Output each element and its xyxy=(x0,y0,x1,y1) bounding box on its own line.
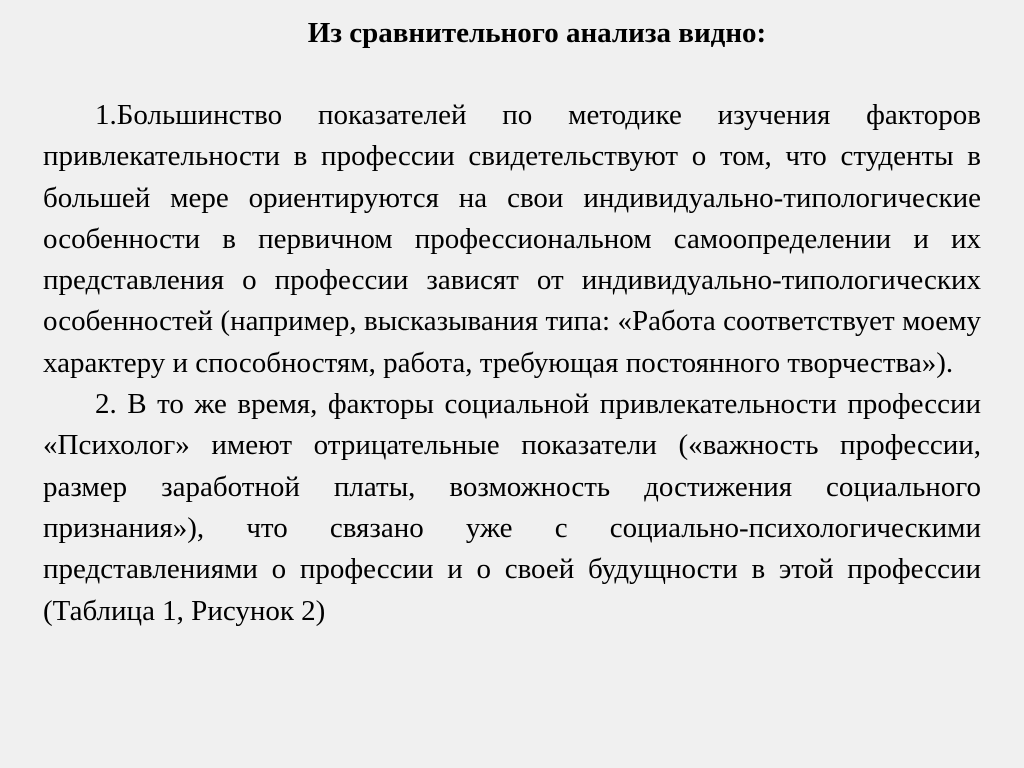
paragraph-2: 2. В то же время, факторы социальной привлекательности профессии «Психолог» имеют отрицательные показатели («важность профессии, размер заработной платы, возможность достижения социального признания»), что связано уже с социально-психологическими представлениями о профессии и о своей будущности в этой профессии (Таблица 1, Рисунок 2) xyxy=(43,388,981,627)
paragraph-1: 1.Большинство показателей по методике изучения факторов привлекательности в профессии свидетельствуют о том, что студенты в большей мере ориентируются на свои индивидуально-типологические особенности в первичном профессиональном самоопределении и их представления о профессии зависят от индивидуально-типологических особенностей (например, высказывания типа: «Работа соответствует моему характеру и способностям, работа, требующая постоянного творчества»). xyxy=(43,99,981,379)
slide-title: Из сравнительного анализа видно: xyxy=(307,17,767,49)
slide-body xyxy=(43,95,981,632)
